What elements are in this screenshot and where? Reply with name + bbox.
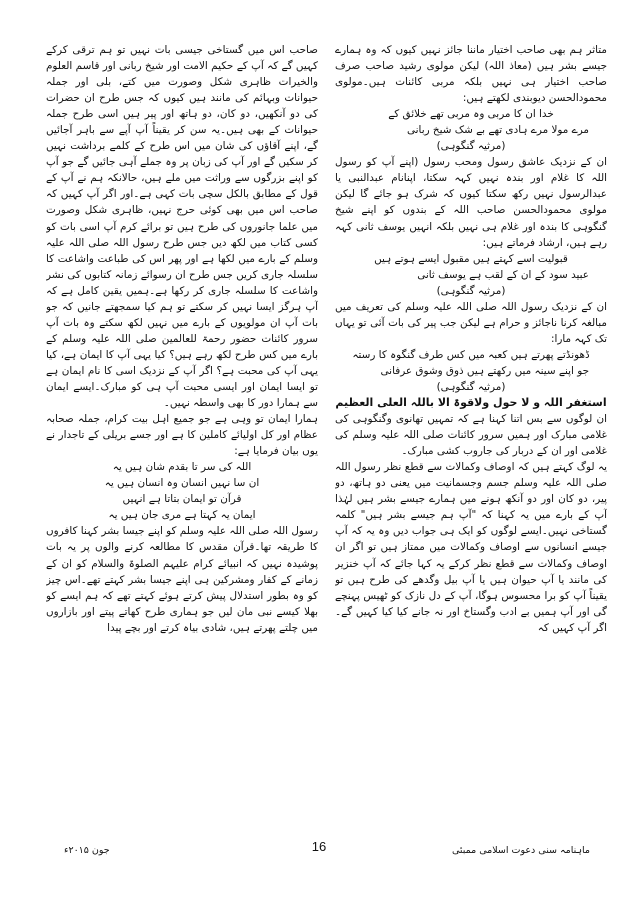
verse-line: ان سا نہیں انسان وہ انسان ہیں یہ: [104, 477, 260, 490]
section-heading: استغفر اللہ و لا حول ولاقوۃ الا باللہ العلی العظیم: [335, 396, 607, 410]
magazine-name: ماہنامہ سنی دعوت اسلامی ممبئی: [451, 845, 590, 856]
verse-source: (مرثیہ گنگوہی): [436, 380, 506, 393]
verse-line: خدا ان کا مربی وہ مربی تھے خلائق کے: [388, 108, 554, 121]
issue-date: جون ۲۰۱۵ء: [64, 845, 110, 856]
paragraph: رسول اللہ صلی اللہ علیہ وسلم کو اپنے جیسا بشر کہنا کافروں کا طریقہ تھا۔قرآن مقدس کا مطالعہ کرنے والوں پر یہ بات پوشیدہ نہیں کہ انبیائے کرام علیہم الصلوۃ والسلام کو ان کے زمانے کے کفار ومشرکین ہی اپنے جیسا بشر کہتے تھے۔اس چیز کو وہ بطور استدلال پیش کرتے ہوئے کہتے تھے کہ ہم ایسے کو بھلا کیسے نبی مان لیں جو ہماری طرح کھاتے پیتے اور بازاروں میں چلتے پھرتے ہیں، شادی بیاہ کرتے اور بچے پیدا: [46, 525, 318, 634]
verse-line: قبولیت اسے کہتے ہیں مقبول ایسے ہوتے ہیں: [374, 252, 568, 265]
verse-line: مرے مولا مرے ہادی تھے بے شک شیخ ربانی: [406, 124, 589, 137]
verse-line: اللہ کی سر تا بقدم شان ہیں یہ: [112, 461, 252, 474]
verse-source: (مرثیہ گنگوہی): [436, 284, 506, 297]
paragraph: ان لوگوں سے بس اتنا کہنا ہے کہ تمہیں تھانوی وگنگوہی کی غلامی مبارک اور ہمیں سرور کائنات صلی اللہ علیہ وسلم کی غلامی اور ان کے دربار کی جاروب کشی مبارک۔: [335, 413, 607, 458]
verse-line: ڈھونڈتے پھرتے ہیں کعبہ میں کس طرف گنگوہ کا رستہ: [352, 348, 590, 361]
paragraph: ان کے نزدیک عاشق رسول ومحب رسول (اپنے آپ کو رسول اللہ کا غلام اور بندہ نہیں کہہ سکتا، اپنانام عبدالنبی یا عبدالرسول نہیں رکھ سکتا کیوں کہ شرک ہو جائے گا لیکن مولوی محمودالحسن صاحب اللہ کے بندوں کو اپنے شیخ گنگوہی کا بندہ اور غلام ہی نہیں بلکہ انہیں یوسف ثانی کہہ رہے ہیں، ارشاد فرماتے ہیں:: [335, 156, 607, 249]
paragraph: یہ لوگ کہتے ہیں کہ اوصاف وکمالات سے قطع نظر رسول اللہ صلی اللہ علیہ وسلم جسم وجسمانیت میں یعنی دو ہاتھ، دو پیر، دو کان اور دو آنکھ ہونے میں ہمارے جیسے بشر ہیں لہٰذا آپ کے بارے میں یہ کہنا کہ "آپ ہم جیسے بشر ہیں" کلمہ گستاخی نہیں۔ایسے لوگوں کو ایک ہی جواب دیں وہ یہ کہ آپ جیسے انسانوں سے اوصاف وکمالات میں ممتاز ہیں تو اگر ان اوصاف وکمالات سے قطع نظر کرکے یہ کہا جائے کہ آپ خنزیر کی مانند یا آپ حیوان ہیں یا آپ بیل وگدھے کی طرح ہیں تو یقیناً آپ کو برا محسوس ہوگا، آپ کے دل نازک کو ٹھیس پہنچے گی اور آپ ہمیں بے ادب وگستاخ اور نہ جانے کیا کیا کہیں گے۔اگر آپ کہیں کہ: [335, 461, 607, 634]
verse-line: عبید سود کے ان کے لقب ہے یوسف ثانی: [417, 268, 589, 281]
paragraph: ان کے نزدیک رسول اللہ صلی اللہ علیہ وسلم کی تعریف میں مبالغہ کرنا ناجائز و حرام ہے لیکن جب پیر کی بات آئی تو یہاں تک کہہ مارا:: [335, 300, 607, 345]
left-column: [46, 42, 318, 832]
paragraph: متاثر ہم بھی صاحب اختیار ماننا جائز نہیں کیوں کہ وہ ہمارے جیسے بشر ہیں (معاذ اللہ) لیکن مولوی رشید صاحب صرف صاحب اختیار ہی نہیں بلکہ مربی کائنات ہیں۔مولوی محمودالحسن دیوبندی لکھتے ہیں:: [335, 44, 607, 105]
paragraph: ہمارا ایمان تو وہی ہے جو جمیع اہل بیت کرام، جملہ صحابہ عظام اور کل اولیائے کاملین کا ہے اور جسے بریلی کے تاجدار نے یوں بیان فرمایا ہے:: [46, 413, 318, 458]
verse-line: ایمان یہ کہتا ہے مری جان ہیں یہ: [108, 509, 256, 522]
page-number: 16: [311, 839, 327, 854]
verse-line: قرآن تو ایمان بتاتا ہے انہیں: [122, 493, 242, 506]
verse-source: (مرثیہ گنگوہی): [436, 140, 506, 153]
right-column: [335, 42, 607, 832]
verse-line: جو اپنے سینہ میں رکھتے ہیں ذوق وشوق عرفانی: [380, 364, 589, 377]
paragraph: صاحب اس میں گستاخی جیسی بات نہیں تو ہم ترقی کرکے کہیں گے کہ آپ کے حکیم الامت اور شیخ ربانی اور قاسم العلوم والخیرات ظاہری شکل وصورت میں کتے، بلی اور جملہ حیوانات وبہائم کی مانند ہیں کیوں کہ جس طرح ان حضرات کی دو آنکھیں، دو کان، دو ہاتھ اور پیر ہیں اسی طرح جملہ حیوانات کے بھی ہیں۔یہ سن کر یقیناً آپ آپے سے باہر آجائیں گے، اپنے آقاؤں کی شان میں اس طرح کے کلمے برداشت نہیں کر سکیں گے اور آپ کی زبان پر وہ جملے آہی جائیں گے جو آپ کو اپنے بزرگوں سے وراثت میں ملے ہیں، حالانکہ ہم نے آپ کے قول کے مطابق بالکل سچی بات کہی ہے۔اور اگر آپ کہیں کہ صاحب اس میں بھی کوئی حرج نہیں، ظاہری شکل وصورت میں علما جانوروں کی طرح ہیں تو برائے کرم آپ اسی بات کو کسی کتاب میں لکھ دیں جس طرح رسول اللہ صلی اللہ علیہ وسلم کے بارے میں لکھا ہے اور پھر اس کی طباعت واشاعت کا سلسلہ جاری کریں جس طرح ان رسوائے زمانہ کتابوں کی نشر واشاعت کا سلسلہ جاری کر رکھا ہے۔ہمیں یقین کامل ہے کہ آپ ہرگز ایسا نہیں کر سکتے تو ہم کیا سمجھتے جانیں کہ جو بات آپ ان مولویوں کے بارے میں نہیں لکھ سکتے وہ بات آپ سرور کائنات حضور رحمۃ للعالمین صلی اللہ علیہ وسلم کے بارے میں کس طرح لکھ رہے ہیں؟ کیا یہی آپ کا ایمان ہے، کیا یہی آپ کی محبت ہے؟ اگر آپ کے نزدیک اسی کا نام ایمان ہے تو ایسا ایمان اور ایسی محبت آپ ہی کو مبارک۔ایسے ایمان سے ہمارا دور کا بھی واسطہ نہیں۔: [46, 44, 318, 410]
